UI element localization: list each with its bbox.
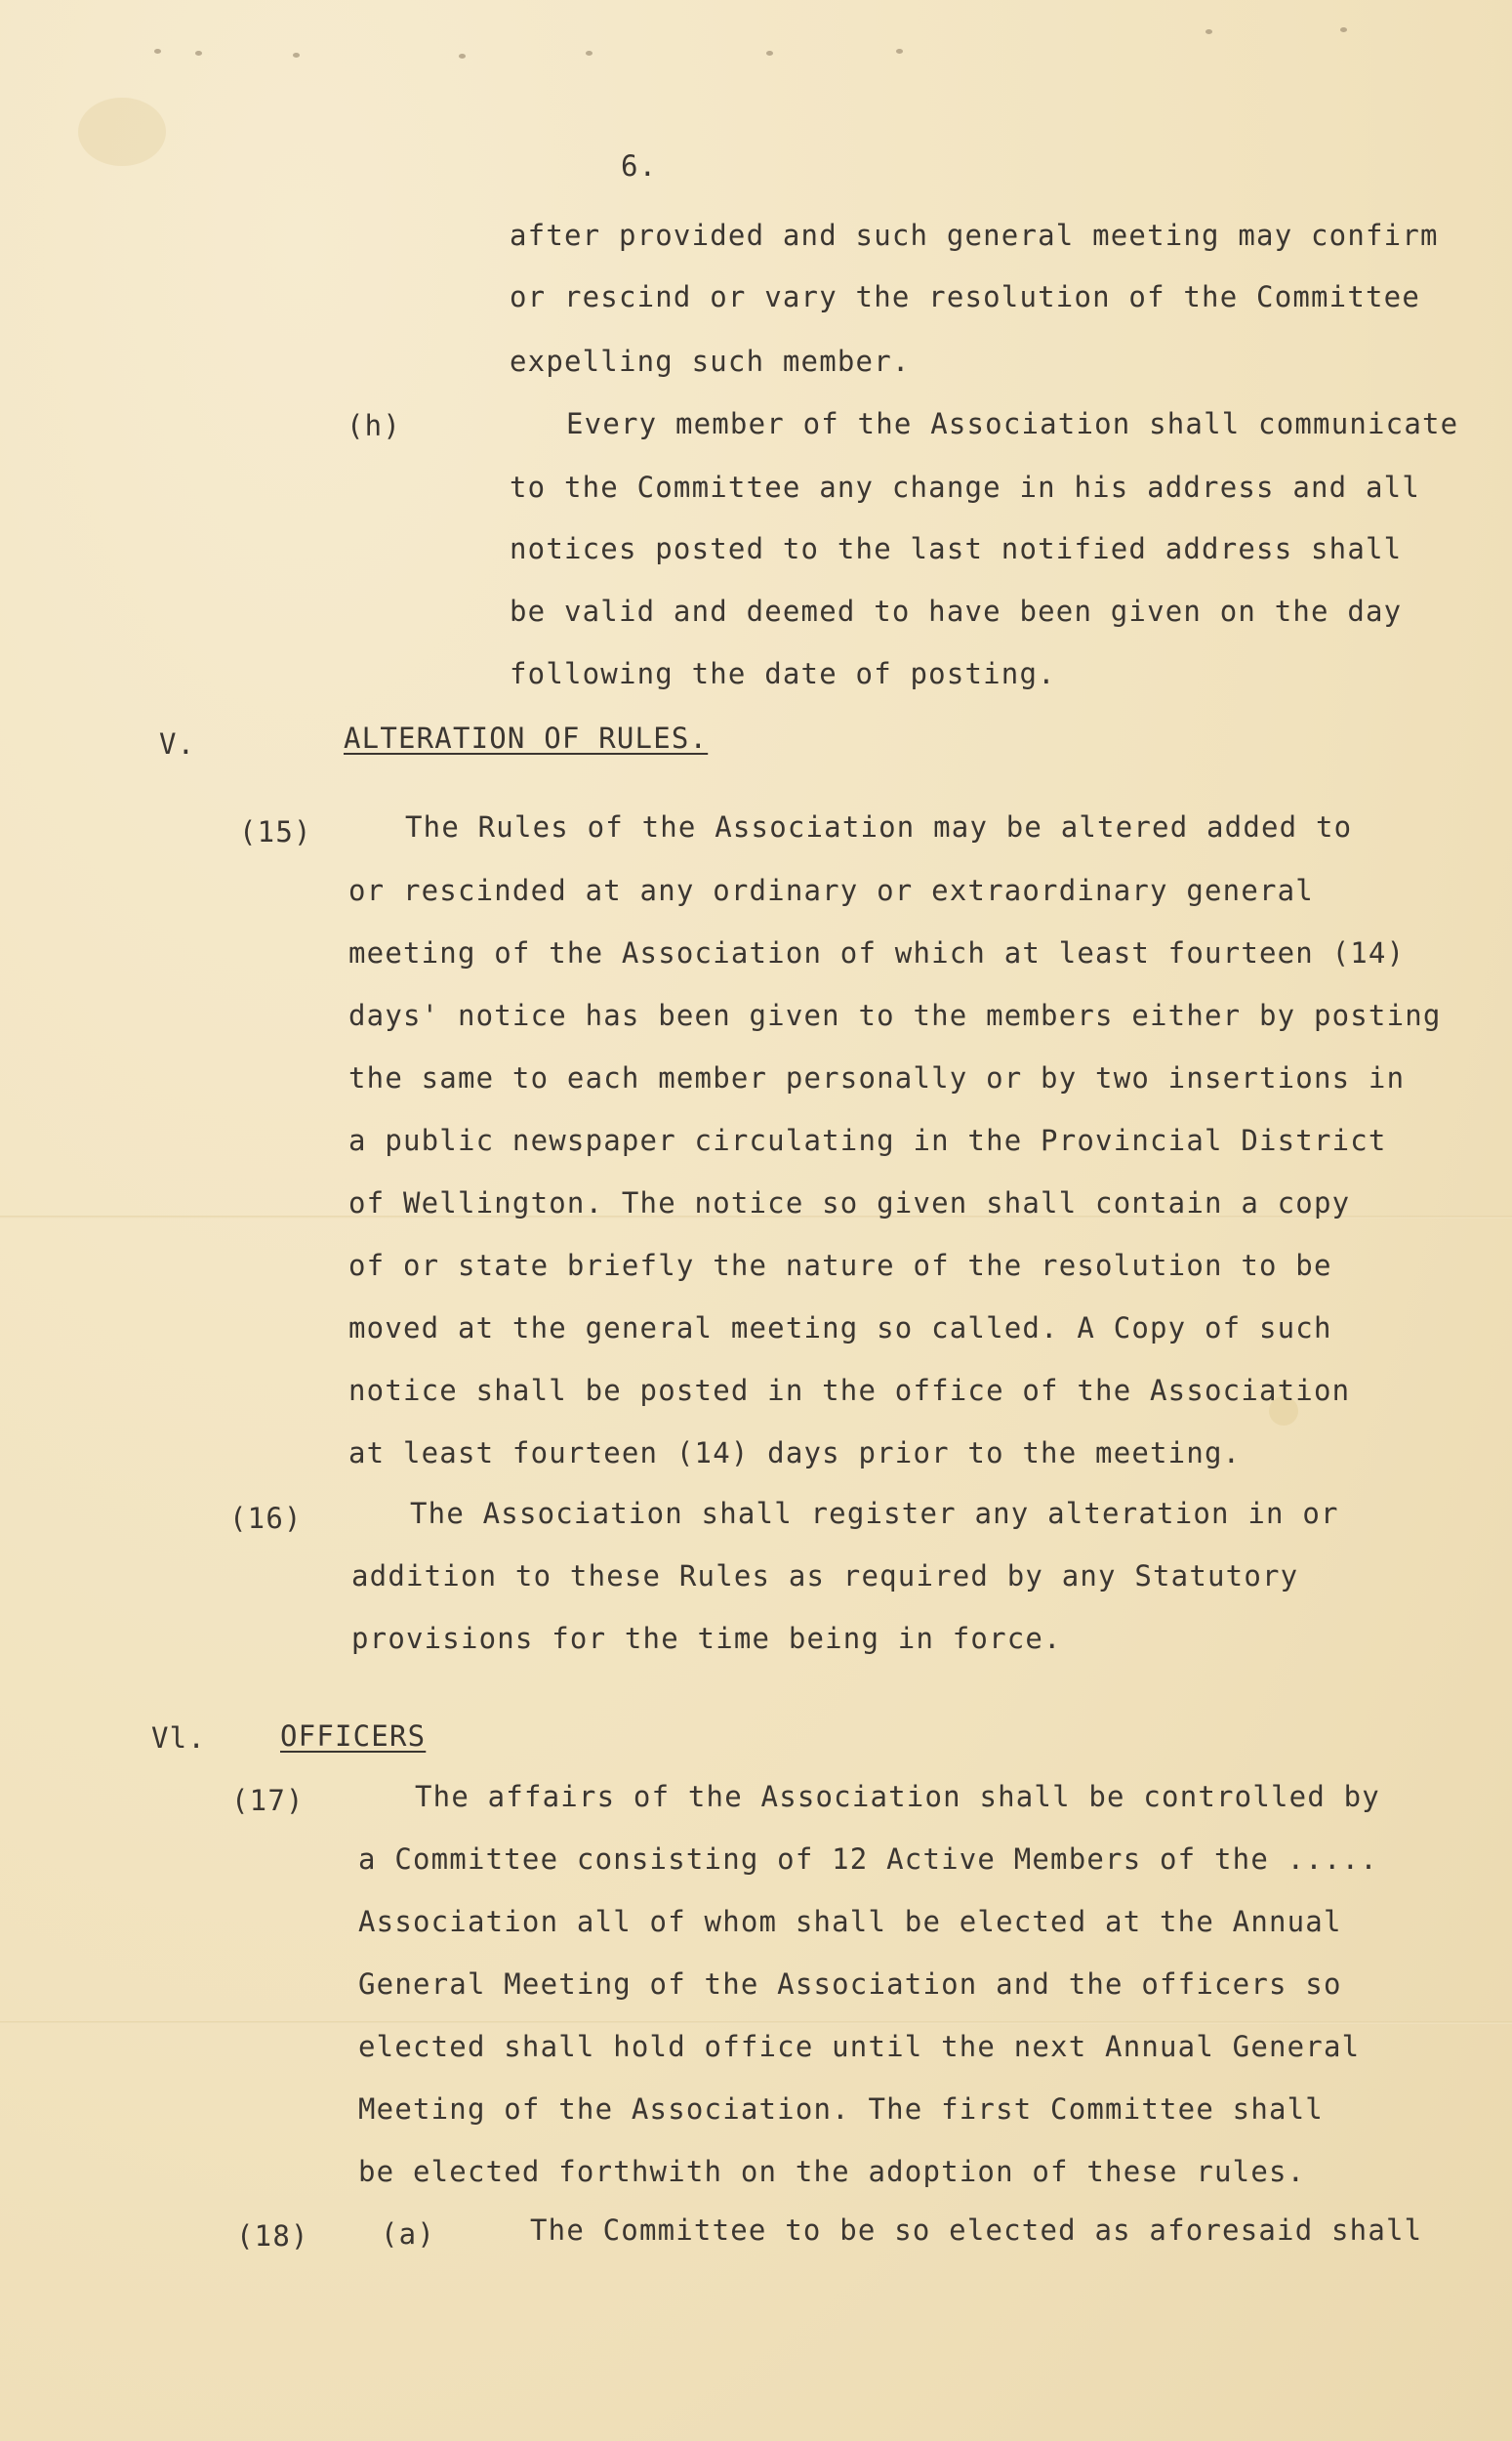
text-line: or rescind or vary the resolution of the Committee xyxy=(510,280,1420,313)
text-line: a public newspaper circulating in the Provincial District xyxy=(348,1124,1387,1157)
text-line: General Meeting of the Association and the officers so xyxy=(358,1967,1342,2001)
pin-mark xyxy=(766,51,773,56)
pin-mark xyxy=(896,49,903,54)
section-heading-officers: OFFICERS xyxy=(280,1719,427,1753)
text-line: days' notice has been given to the members either by posting xyxy=(348,999,1442,1032)
text-line: notice shall be posted in the office of the Association xyxy=(348,1374,1351,1407)
text-line: meeting of the Association of which at least fourteen (14) xyxy=(348,936,1406,970)
text-line: The Rules of the Association may be altered added to xyxy=(405,810,1353,844)
pin-mark xyxy=(195,51,202,56)
text-line: The affairs of the Association shall be controlled by xyxy=(415,1780,1380,1813)
page-number: 6. xyxy=(621,149,658,183)
pin-mark xyxy=(293,53,300,58)
pin-mark xyxy=(154,49,161,54)
text-line: expelling such member. xyxy=(510,345,911,378)
text-line: Meeting of the Association. The first Committee shall xyxy=(358,2092,1324,2126)
paper-fold xyxy=(0,2021,1512,2024)
section-numeral-v: V. xyxy=(159,727,196,761)
pin-mark xyxy=(1340,27,1347,32)
text-line: moved at the general meeting so called. A Copy of such xyxy=(348,1311,1332,1345)
text-line: a Committee consisting of 12 Active Members of the ..... xyxy=(358,1842,1378,1876)
section-numeral-vi: Vl. xyxy=(151,1721,206,1755)
text-line: of Wellington. The notice so given shall contain a copy xyxy=(348,1186,1351,1220)
text-line: of or state briefly the nature of the resolution to be xyxy=(348,1249,1332,1282)
clause-label-h: (h) xyxy=(347,409,401,442)
paper-stain xyxy=(78,98,166,166)
pin-mark xyxy=(459,54,466,59)
text-line: provisions for the time being in force. xyxy=(351,1622,1062,1655)
clause-label-18a: (a) xyxy=(381,2217,435,2251)
text-line: after provided and such general meeting may confirm xyxy=(510,219,1439,252)
text-line: be elected forthwith on the adoption of these rules. xyxy=(358,2155,1306,2188)
text-line: the same to each member personally or by two insertions in xyxy=(348,1061,1406,1095)
text-line: to the Committee any change in his address and all xyxy=(510,471,1420,504)
clause-label-17: (17) xyxy=(231,1784,305,1817)
text-line: at least fourteen (14) days prior to the meeting. xyxy=(348,1436,1242,1469)
pin-mark xyxy=(1206,29,1212,34)
text-line: The Association shall register any alteration in or xyxy=(410,1497,1339,1530)
text-line: Association all of whom shall be elected at the Annual xyxy=(358,1905,1342,1938)
text-line: or rescinded at any ordinary or extraordinary general xyxy=(348,874,1314,907)
clause-label-15: (15) xyxy=(239,815,312,848)
text-line: addition to these Rules as required by any Statutory xyxy=(351,1559,1299,1593)
pin-mark xyxy=(586,51,593,56)
section-heading-alteration-of-rules: ALTERATION OF RULES. xyxy=(344,722,709,755)
text-line: notices posted to the last notified address shall xyxy=(510,532,1403,565)
text-line: elected shall hold office until the next Annual General xyxy=(358,2030,1361,2063)
text-line: The Committee to be so elected as aforesaid shall xyxy=(530,2213,1423,2247)
clause-label-16: (16) xyxy=(229,1502,303,1535)
text-line: be valid and deemed to have been given on the day xyxy=(510,595,1403,628)
text-line: following the date of posting. xyxy=(510,657,1056,690)
text-line: Every member of the Association shall communicate xyxy=(566,407,1459,440)
clause-label-18: (18) xyxy=(236,2219,309,2253)
